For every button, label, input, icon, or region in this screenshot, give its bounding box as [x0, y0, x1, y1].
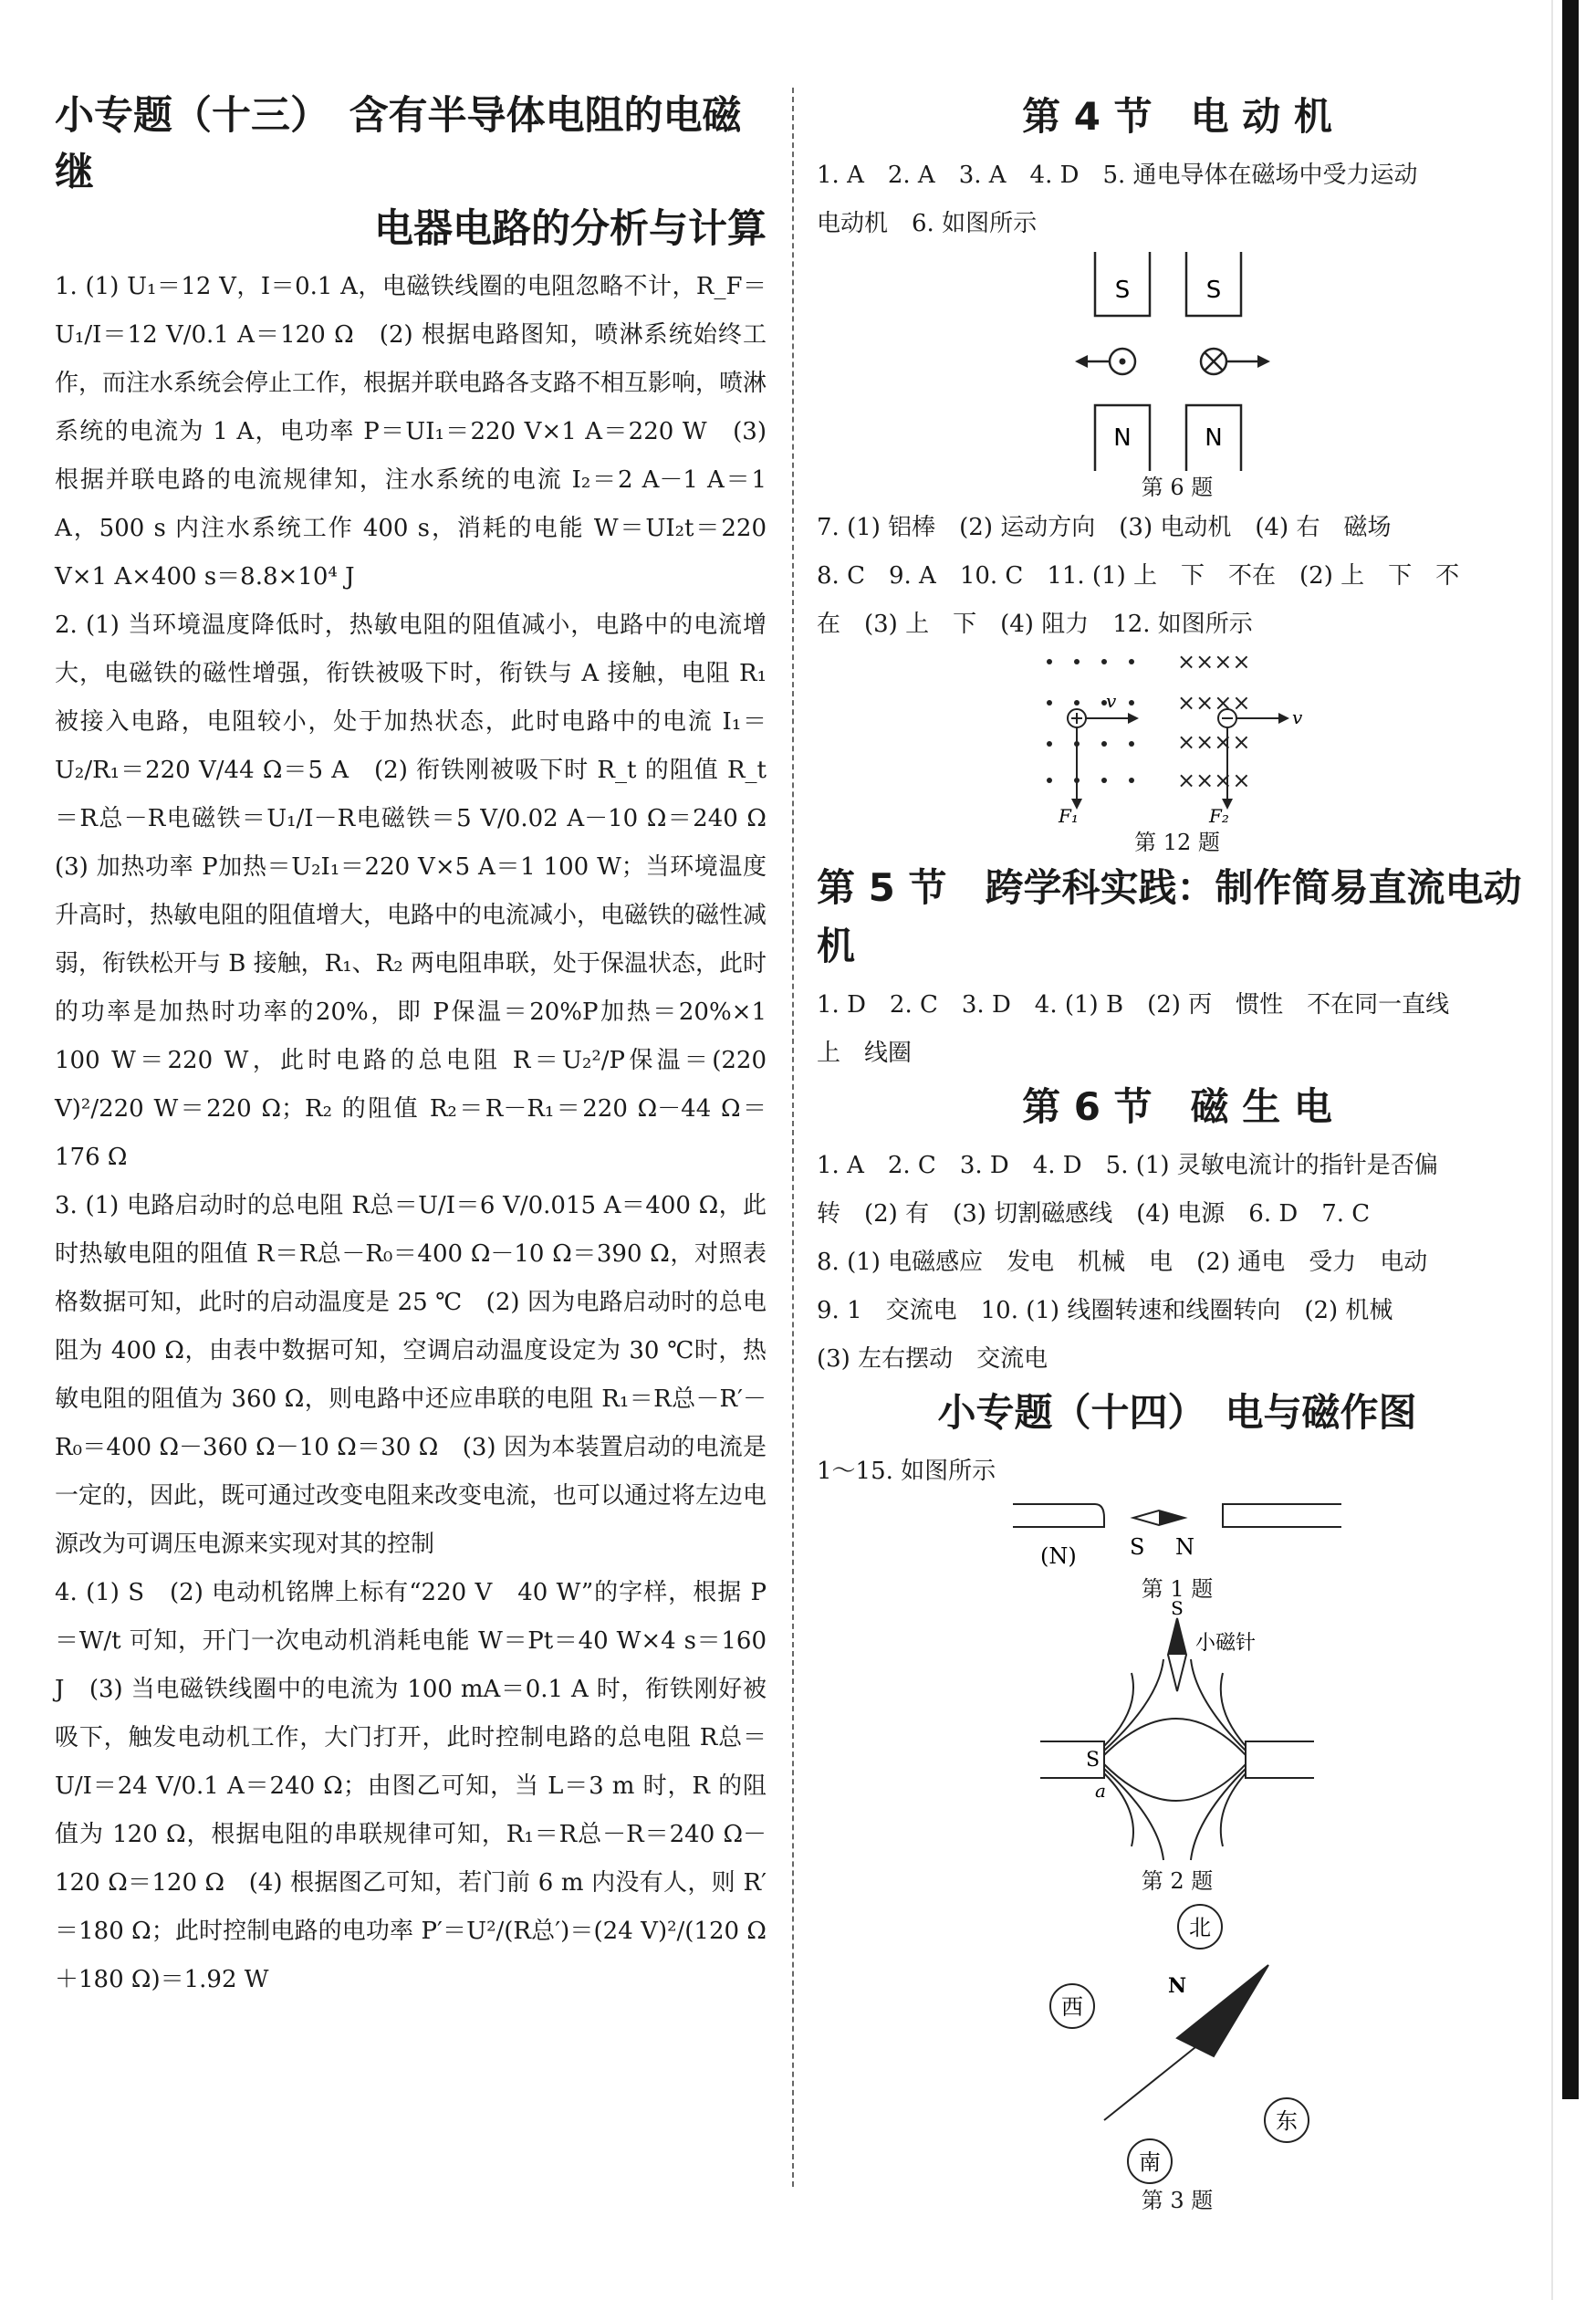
force-label-f1: F₁ — [1059, 805, 1079, 827]
section-6-title: 第 6 节 磁 生 电 — [1022, 1084, 1332, 1129]
column-divider — [792, 88, 794, 2187]
force-label-f2: F₂ — [1209, 805, 1229, 827]
figure-1-caption: 第 1 题 — [1141, 1576, 1214, 1602]
label-s-top: S — [1171, 1597, 1184, 1619]
svg-text:××××: ×××× — [1177, 690, 1251, 716]
svg-text:××××: ×××× — [1177, 768, 1251, 793]
velocity-label: v — [1106, 690, 1117, 712]
needle-label-n: N — [1168, 1974, 1187, 1998]
section-4-title: 第 4 节 电 动 机 — [1022, 94, 1332, 139]
label-n: N — [1175, 1534, 1194, 1560]
special-topic-14-intro: 1～15. 如图所示 — [817, 1458, 996, 1485]
answer-3: 3. (1) 电路启动时的总电阻 R总＝U/I＝6 V/0.015 A＝400 Ω，此时热敏电阻的阻值 R＝R总－R₀＝400 Ω－10 Ω＝390 Ω，对照表格数据可知，此时的启动温度是 25 ℃ (2) 因为电路启动时的总电阻为 400 Ω，由表中数据可知，空调启动温度设定为 30 ℃时，热敏电阻的阻值为 360 Ω，则电路中还应串联的电阻 R₁＝R总－R′－R₀＝400 Ω－360 Ω－10 Ω＝30 Ω (3) 因为本装置启动的电流是一定的，因此，既可通过改变电阻来改变电流，也可以通过将左边电源改为可调压电源来实现对其的控制 — [55, 1192, 767, 1558]
section-4-answers-line: 7. (1) 铝棒 (2) 运动方向 (3) 电动机 (4) 右 磁场 — [817, 514, 1392, 541]
figure-3-caption: 第 3 题 — [1141, 2188, 1214, 2213]
figure-6-caption: 第 6 题 — [1141, 475, 1214, 500]
section-4-answers-line: 8. C 9. A 10. C 11. (1) 上 下 不在 (2) 上 下 不 — [817, 562, 1460, 590]
section-5-title: 第 5 节 跨学科实践：制作简易直流电动机 — [817, 865, 1522, 968]
section-5-answers-line: 上 线圈 — [817, 1040, 913, 1067]
section-6-answers-line: (3) 左右摆动 交流电 — [817, 1345, 1048, 1373]
figure-3-diagram — [1031, 1901, 1323, 2184]
special-topic-14-title: 小专题（十四） 电与磁作图 — [937, 1390, 1417, 1435]
label-north: 北 — [1189, 1915, 1211, 1940]
figure-12-diagram — [1031, 649, 1323, 827]
label-point-a: a — [1095, 1780, 1106, 1802]
section-6-answers-line: 9. 1 交流电 10. (1) 线圈转速和线圈转向 (2) 机械 — [817, 1297, 1393, 1324]
section-6-answers-line: 转 (2) 有 (3) 切割磁感线 (4) 电源 6. D 7. C — [817, 1200, 1371, 1228]
section-4-answers-line: 在 (3) 上 下 (4) 阻力 12. 如图所示 — [817, 611, 1253, 638]
label-n: N — [1113, 424, 1132, 452]
label-west: 西 — [1061, 1994, 1083, 2020]
label-east: 东 — [1276, 2108, 1298, 2134]
force-arrow-left — [1075, 355, 1088, 368]
dots-field-out-of-page — [1047, 659, 1134, 783]
figure-2-caption: 第 2 题 — [1141, 1868, 1214, 1894]
answer-1: 1. (1) U₁＝12 V，I＝0.1 A，电磁铁线圈的电阻忽略不计，R_F＝U₁/I＝12 V/0.1 A＝120 Ω (2) 根据电路图知，喷淋系统始终工作，而注水系统会停止工作，根据并联电路各支路不相互影响，喷淋系统的电流为 1 A，电功率 P＝UI₁＝220 V×1 A＝220 W (3) 根据并联电路的电流规律知，注水系统的电流 I₂＝2 A－1 A＝1 A，500 s 内注水系统工作 400 s，消耗的电能 W＝UI₂t＝220 V×1 A×400 s＝8.8×10⁴ J — [55, 273, 767, 591]
section-6-answers-line: 8. (1) 电磁感应 发电 机械 电 (2) 通电 受力 电动 — [817, 1249, 1428, 1276]
crosses-field-into-page — [1177, 649, 1250, 793]
title-line-1: 小专题（十三） 含有半导体电阻的电磁继 — [55, 93, 742, 195]
figure-12-caption: 第 12 题 — [1134, 830, 1220, 855]
label-n-paren: (N) — [1040, 1543, 1077, 1569]
label-n: N — [1205, 424, 1223, 452]
answer-2: 2. (1) 当环境温度降低时，热敏电阻的阻值减小，电路中的电流增大，电磁铁的磁性增强，衔铁被吸下时，衔铁与 A 接触，电阻 R₁ 被接入电路，电阻较小，处于加热状态，此时电路中的电流 I₁＝U₂/R₁＝220 V/44 Ω＝5 A (2) 衔铁刚被吸下时 R_t 的阻值 R_t＝R总－R电磁铁＝U₁/I－R电磁铁＝5 V/0.02 A－10 Ω＝240 Ω (3) 加热功率 P加热＝U₂I₁＝220 V×5 A＝1 100 W；当环境温度升高时，热敏电阻的阻值增大，电路中的电流减小，电磁铁的磁性减弱，衔铁松开与 B 接触，R₁、R₂ 两电阻串联，处于保温状态，此时的功率是加热时功率的20%，即 P保温＝20%P加热＝20%×1 100 W＝220 W，此时电路的总电阻 R＝U₂²/P保温＝(220 V)²/220 W＝220 Ω；R₂ 的阻值 R₂＝R－R₁＝220 Ω－44 Ω＝176 Ω — [55, 612, 791, 1171]
section-4-answers-line: 1. A 2. A 3. A 4. D 5. 通电导体在磁场中受力运动 — [817, 162, 1418, 189]
svg-text:××××: ×××× — [1177, 649, 1251, 674]
title-line-2: 电器电路的分析与计算 — [374, 206, 767, 252]
section-6-answers-line: 1. A 2. C 3. D 4. D 5. (1) 灵敏电流计的指针是否偏 — [817, 1152, 1438, 1179]
label-s: S — [1205, 277, 1222, 304]
answer-4: 4. (1) S (2) 电动机铭牌上标有“220 V 40 W”的字样，根据 P＝W/t 可知，开门一次电动机消耗电能 W＝Pt＝40 W×4 s＝160 J (3) 当电磁铁线圈中的电流为 100 mA＝0.1 A 时，衔铁刚好被吸下，触发电动机工作，大门打开，此时控制电路的总电阻 R总＝U/I＝24 V/0.1 A＝240 Ω；由图乙可知，当 L＝3 m 时，R 的阻值为 120 Ω，根据电阻的串联规律可知，R₁＝R总－R＝240 Ω－120 Ω＝120 Ω (4) 根据图乙可知，若门前 6 m 内没有人，则 R′＝180 Ω；此时控制电路的电功率 P′＝U²/(R总′)＝(24 V)²/(120 Ω＋180 Ω)＝1.92 W — [55, 1579, 767, 1993]
velocity-label: v — [1292, 706, 1303, 728]
svg-text:××××: ×××× — [1177, 729, 1251, 755]
figure-2-diagram — [1040, 1597, 1314, 1865]
label-small-compass: 小磁针 — [1195, 1632, 1257, 1655]
label-s: S — [1114, 277, 1131, 304]
label-s: S — [1130, 1534, 1145, 1560]
left-column — [55, 88, 791, 2004]
label-south: 南 — [1139, 2149, 1161, 2175]
right-column — [817, 88, 1538, 2217]
special-topic-13-title — [55, 88, 767, 257]
figure-1-diagram — [1013, 1500, 1341, 1573]
label-s-magnet: S — [1086, 1749, 1101, 1772]
section-5-answers-line: 1. D 2. C 3. D 4. (1) B (2) 丙 惯性 不在同一直线 — [817, 991, 1450, 1019]
section-4-answers-line: 电动机 6. 如图所示 — [817, 210, 1038, 237]
figure-6-diagram — [1059, 252, 1296, 471]
page-edge-line — [1551, 0, 1553, 2300]
force-arrow-right — [1257, 355, 1270, 368]
binding-edge-bar — [1562, 0, 1579, 2099]
